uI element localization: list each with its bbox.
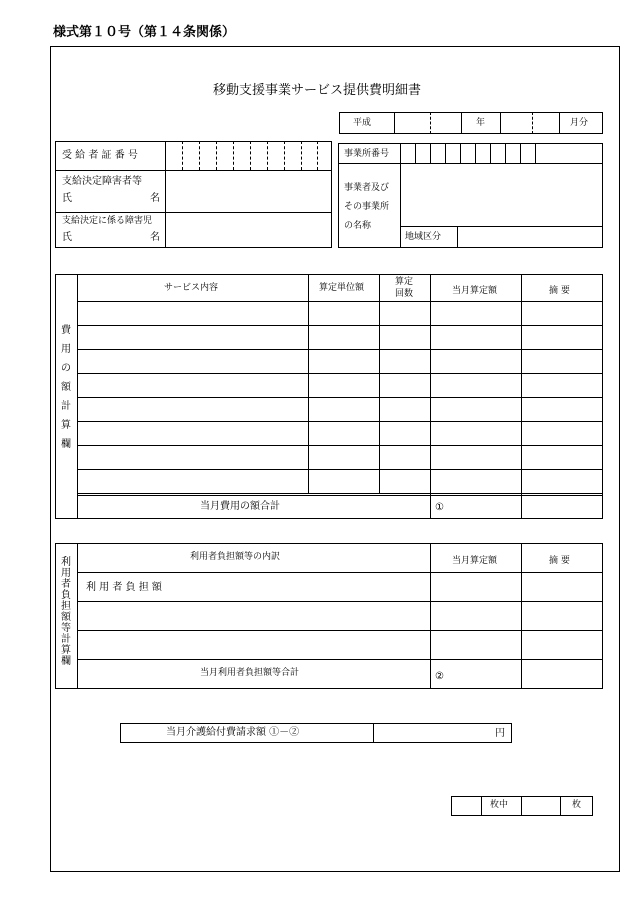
burden-header-breakdown: 利用者負担額等の内訳 [190,552,281,562]
table-row [77,421,603,422]
child-label-2a: 氏 [62,232,72,243]
cost-header-count-1: 算定 [395,277,414,287]
table-row [77,373,603,374]
cert-number-label: 受 給 者 証 番 号 [62,150,138,161]
table-row [77,469,603,470]
form-number: 様式第１０号（第１４条関係） [53,25,236,40]
burden-row-label: 利 用 者 負 担 額 [86,582,162,593]
burden-header-monthly: 当月算定額 [452,556,498,566]
cost-header-memo: 摘 要 [549,286,570,296]
child-label-2b: 名 [150,232,160,243]
cost-header-monthly: 当月算定額 [452,286,498,296]
burden-side-label: 利 用 者 負 担 額 等 計 算 欄 [61,557,71,667]
cost-header-count-2: 回数 [395,289,414,299]
table-row [77,349,603,350]
person-label-2a: 氏 [62,193,72,204]
burden-header-memo: 摘 要 [549,556,570,566]
table-row [77,325,603,326]
claim-unit: 円 [495,728,505,739]
office-number-label: 事業所番号 [344,149,390,159]
person-label-1: 支給決定障害者等 [62,176,142,187]
burden-total-mark: ② [435,671,444,682]
period-box [339,112,603,134]
month-label: 月分 [570,118,589,128]
child-label-1: 支給決定に係る障害児 [62,216,153,226]
person-label-2b: 名 [150,193,160,204]
region-label: 地域区分 [405,232,442,242]
provider-name-2: その事業所 [344,202,390,212]
cost-total-label: 当月費用の額合計 [200,501,280,512]
table-row [77,445,603,446]
table-row [77,630,603,631]
table-row [77,397,603,398]
provider-name-1: 事業者及び [344,183,390,193]
pages-sheet-label: 枚 [572,800,582,810]
pages-of-label: 枚中 [490,800,509,810]
cost-total-mark: ① [435,502,444,513]
burden-total-label: 当月利用者負担額等合計 [200,668,300,678]
cost-header-service: サービス内容 [164,283,219,293]
claim-label: 当月介護給付費請求額 ①－② [166,727,300,738]
cost-side-label: 費 用 の 額 計 算 欄 [61,325,71,450]
year-label: 年 [476,118,486,128]
table-row [77,601,603,602]
provider-name-3: の名称 [344,221,372,231]
cost-header-unit: 算定単位額 [319,283,365,293]
era-label: 平成 [353,118,372,128]
page-title: 移動支援事業サービス提供費明細書 [213,83,422,98]
